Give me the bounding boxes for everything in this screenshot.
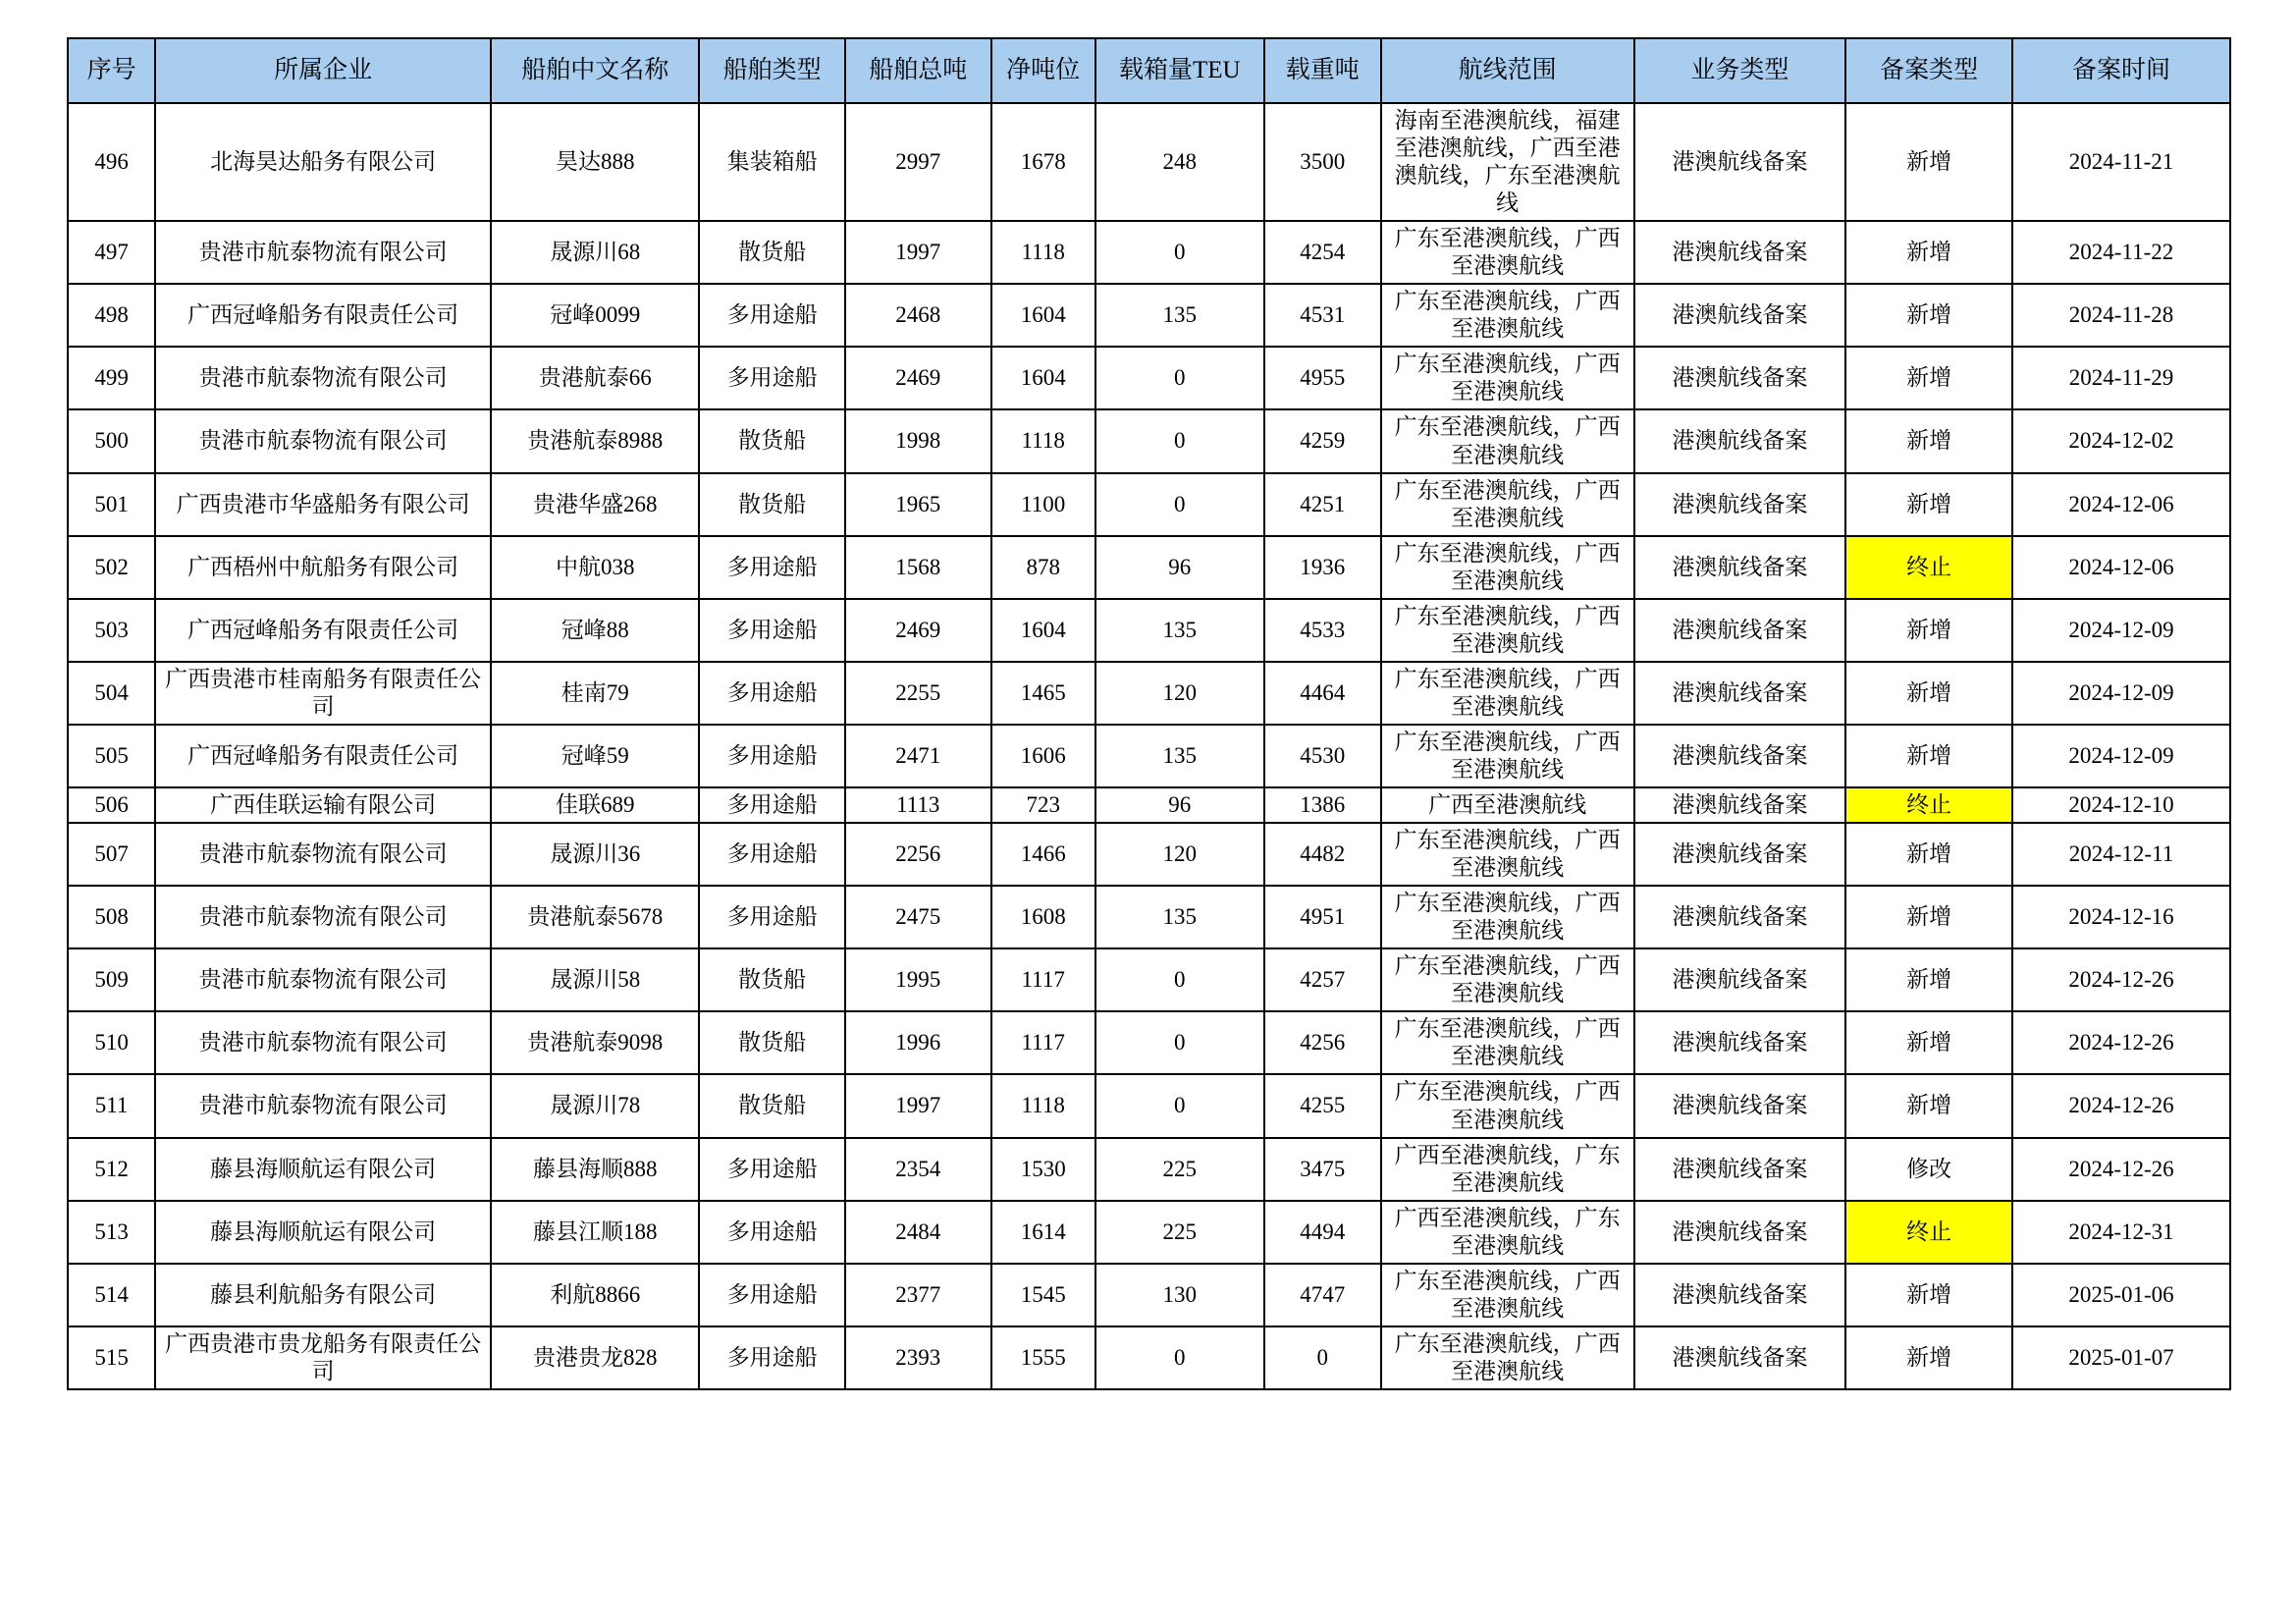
table-row [68, 221, 2230, 284]
cell-company: 广西冠峰船务有限责任公司 [155, 725, 491, 787]
cell-deadweight: 4464 [1264, 662, 1381, 725]
cell-ship-name: 贵港华盛268 [491, 473, 699, 536]
cell-gross-tonnage: 2469 [845, 347, 991, 409]
cell-ship-type: 散货船 [699, 473, 845, 536]
cell-company: 贵港市航泰物流有限公司 [155, 409, 491, 472]
cell-index: 506 [68, 787, 155, 823]
cell-record-date: 2024-12-26 [2012, 1011, 2230, 1074]
column-header-index: 序号 [68, 38, 155, 103]
cell-record-type: 新增 [1845, 1011, 2012, 1074]
cell-index: 514 [68, 1264, 155, 1326]
cell-net-tonnage: 1118 [991, 409, 1095, 472]
column-header-record-type: 备案类型 [1845, 38, 2012, 103]
cell-teu: 130 [1095, 1264, 1264, 1326]
cell-record-date: 2024-12-06 [2012, 473, 2230, 536]
cell-record-date: 2025-01-07 [2012, 1326, 2230, 1389]
cell-business-type: 港澳航线备案 [1634, 347, 1846, 409]
cell-gross-tonnage: 2469 [845, 599, 991, 662]
cell-teu: 0 [1095, 473, 1264, 536]
cell-deadweight: 3500 [1264, 103, 1381, 221]
cell-business-type: 港澳航线备案 [1634, 409, 1846, 472]
cell-route: 广东至港澳航线，广西至港澳航线 [1381, 948, 1634, 1011]
cell-record-type: 新增 [1845, 103, 2012, 221]
cell-record-type: 修改 [1845, 1138, 2012, 1201]
cell-record-date: 2024-12-26 [2012, 1138, 2230, 1201]
cell-business-type: 港澳航线备案 [1634, 725, 1846, 787]
cell-route: 广东至港澳航线，广西至港澳航线 [1381, 284, 1634, 347]
cell-company: 广西冠峰船务有限责任公司 [155, 284, 491, 347]
cell-ship-type: 散货船 [699, 221, 845, 284]
table-row [68, 1264, 2230, 1326]
cell-ship-type: 散货船 [699, 1011, 845, 1074]
cell-gross-tonnage: 2393 [845, 1326, 991, 1389]
cell-ship-name: 晟源川68 [491, 221, 699, 284]
cell-ship-name: 冠峰0099 [491, 284, 699, 347]
cell-ship-type: 多用途船 [699, 1201, 845, 1264]
cell-index: 512 [68, 1138, 155, 1201]
column-header-teu: 载箱量TEU [1095, 38, 1264, 103]
cell-index: 497 [68, 221, 155, 284]
cell-record-type: 终止 [1845, 1201, 2012, 1264]
cell-index: 511 [68, 1074, 155, 1137]
cell-teu: 0 [1095, 1074, 1264, 1137]
cell-index: 505 [68, 725, 155, 787]
cell-ship-name: 晟源川58 [491, 948, 699, 1011]
cell-deadweight: 1386 [1264, 787, 1381, 823]
cell-teu: 0 [1095, 409, 1264, 472]
cell-deadweight: 0 [1264, 1326, 1381, 1389]
cell-record-date: 2024-12-09 [2012, 599, 2230, 662]
cell-ship-type: 多用途船 [699, 284, 845, 347]
cell-route: 广东至港澳航线，广西至港澳航线 [1381, 347, 1634, 409]
cell-ship-name: 佳联689 [491, 787, 699, 823]
cell-ship-type: 多用途船 [699, 725, 845, 787]
cell-net-tonnage: 1466 [991, 823, 1095, 886]
cell-deadweight: 4533 [1264, 599, 1381, 662]
cell-gross-tonnage: 2475 [845, 886, 991, 948]
cell-index: 499 [68, 347, 155, 409]
cell-ship-name: 昊达888 [491, 103, 699, 221]
cell-gross-tonnage: 2484 [845, 1201, 991, 1264]
cell-net-tonnage: 1118 [991, 1074, 1095, 1137]
table-row [68, 886, 2230, 948]
table-row [68, 787, 2230, 823]
cell-record-type: 新增 [1845, 1264, 2012, 1326]
cell-route: 海南至港澳航线，福建至港澳航线，广西至港澳航线，广东至港澳航线 [1381, 103, 1634, 221]
cell-net-tonnage: 1614 [991, 1201, 1095, 1264]
column-header-deadweight: 载重吨 [1264, 38, 1381, 103]
cell-record-date: 2024-12-26 [2012, 1074, 2230, 1137]
cell-record-type: 新增 [1845, 725, 2012, 787]
cell-record-date: 2024-11-21 [2012, 103, 2230, 221]
cell-company: 北海昊达船务有限公司 [155, 103, 491, 221]
cell-company: 广西冠峰船务有限责任公司 [155, 599, 491, 662]
cell-company: 藤县海顺航运有限公司 [155, 1138, 491, 1201]
cell-record-type: 终止 [1845, 536, 2012, 599]
cell-ship-name: 藤县江顺188 [491, 1201, 699, 1264]
cell-business-type: 港澳航线备案 [1634, 599, 1846, 662]
cell-business-type: 港澳航线备案 [1634, 886, 1846, 948]
cell-gross-tonnage: 1996 [845, 1011, 991, 1074]
cell-ship-type: 多用途船 [699, 1264, 845, 1326]
cell-record-type: 新增 [1845, 1326, 2012, 1389]
cell-index: 510 [68, 1011, 155, 1074]
cell-company: 广西贵港市桂南船务有限责任公司 [155, 662, 491, 725]
cell-deadweight: 4951 [1264, 886, 1381, 948]
column-header-record-date: 备案时间 [2012, 38, 2230, 103]
column-header-ship-name: 船舶中文名称 [491, 38, 699, 103]
cell-gross-tonnage: 1998 [845, 409, 991, 472]
cell-ship-name: 利航8866 [491, 1264, 699, 1326]
cell-teu: 0 [1095, 948, 1264, 1011]
cell-gross-tonnage: 2471 [845, 725, 991, 787]
cell-teu: 248 [1095, 103, 1264, 221]
cell-business-type: 港澳航线备案 [1634, 1074, 1846, 1137]
cell-gross-tonnage: 1997 [845, 221, 991, 284]
cell-teu: 225 [1095, 1201, 1264, 1264]
cell-business-type: 港澳航线备案 [1634, 948, 1846, 1011]
cell-net-tonnage: 878 [991, 536, 1095, 599]
cell-record-type: 新增 [1845, 886, 2012, 948]
cell-net-tonnage: 1530 [991, 1138, 1095, 1201]
cell-deadweight: 3475 [1264, 1138, 1381, 1201]
cell-record-date: 2024-12-16 [2012, 886, 2230, 948]
cell-ship-name: 冠峰88 [491, 599, 699, 662]
table-row [68, 1201, 2230, 1264]
cell-deadweight: 4257 [1264, 948, 1381, 1011]
cell-net-tonnage: 1117 [991, 948, 1095, 1011]
cell-teu: 0 [1095, 1011, 1264, 1074]
cell-deadweight: 4259 [1264, 409, 1381, 472]
cell-gross-tonnage: 2468 [845, 284, 991, 347]
cell-gross-tonnage: 2256 [845, 823, 991, 886]
cell-ship-name: 贵港航泰5678 [491, 886, 699, 948]
cell-ship-name: 冠峰59 [491, 725, 699, 787]
cell-ship-type: 多用途船 [699, 823, 845, 886]
cell-ship-type: 多用途船 [699, 536, 845, 599]
cell-company: 广西贵港市华盛船务有限公司 [155, 473, 491, 536]
cell-index: 507 [68, 823, 155, 886]
cell-record-date: 2024-12-02 [2012, 409, 2230, 472]
cell-business-type: 港澳航线备案 [1634, 103, 1846, 221]
table-row [68, 284, 2230, 347]
table-row [68, 1011, 2230, 1074]
table-row [68, 823, 2230, 886]
cell-teu: 120 [1095, 662, 1264, 725]
cell-record-date: 2024-12-09 [2012, 725, 2230, 787]
table-header-row [68, 38, 2230, 103]
cell-ship-name: 贵港航泰9098 [491, 1011, 699, 1074]
table-row [68, 599, 2230, 662]
cell-deadweight: 4747 [1264, 1264, 1381, 1326]
cell-teu: 0 [1095, 347, 1264, 409]
cell-deadweight: 1936 [1264, 536, 1381, 599]
cell-deadweight: 4494 [1264, 1201, 1381, 1264]
cell-route: 广东至港澳航线，广西至港澳航线 [1381, 1074, 1634, 1137]
cell-teu: 96 [1095, 787, 1264, 823]
cell-gross-tonnage: 1568 [845, 536, 991, 599]
cell-route: 广东至港澳航线，广西至港澳航线 [1381, 473, 1634, 536]
cell-teu: 135 [1095, 886, 1264, 948]
cell-teu: 120 [1095, 823, 1264, 886]
cell-company: 贵港市航泰物流有限公司 [155, 347, 491, 409]
table-row [68, 536, 2230, 599]
cell-record-type: 新增 [1845, 599, 2012, 662]
cell-route: 广东至港澳航线，广西至港澳航线 [1381, 823, 1634, 886]
cell-gross-tonnage: 2255 [845, 662, 991, 725]
table-row [68, 103, 2230, 221]
cell-ship-type: 散货船 [699, 948, 845, 1011]
cell-ship-name: 桂南79 [491, 662, 699, 725]
cell-route: 广东至港澳航线，广西至港澳航线 [1381, 1011, 1634, 1074]
cell-company: 贵港市航泰物流有限公司 [155, 886, 491, 948]
cell-net-tonnage: 1604 [991, 599, 1095, 662]
cell-ship-name: 晟源川78 [491, 1074, 699, 1137]
cell-ship-type: 散货船 [699, 1074, 845, 1137]
cell-index: 504 [68, 662, 155, 725]
cell-route: 广东至港澳航线，广西至港澳航线 [1381, 599, 1634, 662]
column-header-business-type: 业务类型 [1634, 38, 1846, 103]
cell-deadweight: 4256 [1264, 1011, 1381, 1074]
cell-gross-tonnage: 1997 [845, 1074, 991, 1137]
cell-route: 广东至港澳航线，广西至港澳航线 [1381, 662, 1634, 725]
cell-business-type: 港澳航线备案 [1634, 1264, 1846, 1326]
cell-company: 贵港市航泰物流有限公司 [155, 1074, 491, 1137]
cell-business-type: 港澳航线备案 [1634, 473, 1846, 536]
cell-gross-tonnage: 2377 [845, 1264, 991, 1326]
column-header-net-tonnage: 净吨位 [991, 38, 1095, 103]
cell-net-tonnage: 1608 [991, 886, 1095, 948]
cell-route: 广西至港澳航线，广东至港澳航线 [1381, 1138, 1634, 1201]
cell-net-tonnage: 1604 [991, 284, 1095, 347]
cell-business-type: 港澳航线备案 [1634, 284, 1846, 347]
table-row [68, 948, 2230, 1011]
cell-business-type: 港澳航线备案 [1634, 823, 1846, 886]
cell-net-tonnage: 1604 [991, 347, 1095, 409]
cell-gross-tonnage: 1995 [845, 948, 991, 1011]
cell-business-type: 港澳航线备案 [1634, 1201, 1846, 1264]
cell-record-type: 新增 [1845, 1074, 2012, 1137]
table-row [68, 662, 2230, 725]
cell-ship-type: 多用途船 [699, 662, 845, 725]
cell-net-tonnage: 1555 [991, 1326, 1095, 1389]
cell-ship-type: 多用途船 [699, 1326, 845, 1389]
cell-index: 496 [68, 103, 155, 221]
cell-record-type: 新增 [1845, 221, 2012, 284]
cell-business-type: 港澳航线备案 [1634, 1326, 1846, 1389]
cell-record-type: 新增 [1845, 347, 2012, 409]
table-row [68, 1074, 2230, 1137]
cell-ship-type: 散货船 [699, 409, 845, 472]
cell-route: 广东至港澳航线，广西至港澳航线 [1381, 725, 1634, 787]
cell-route: 广东至港澳航线，广西至港澳航线 [1381, 1264, 1634, 1326]
cell-net-tonnage: 723 [991, 787, 1095, 823]
table-row [68, 1326, 2230, 1389]
cell-record-date: 2024-12-31 [2012, 1201, 2230, 1264]
cell-ship-name: 贵港贵龙828 [491, 1326, 699, 1389]
column-header-ship-type: 船舶类型 [699, 38, 845, 103]
cell-ship-type: 多用途船 [699, 787, 845, 823]
cell-record-type: 终止 [1845, 787, 2012, 823]
cell-route: 广东至港澳航线，广西至港澳航线 [1381, 536, 1634, 599]
cell-business-type: 港澳航线备案 [1634, 787, 1846, 823]
cell-record-type: 新增 [1845, 823, 2012, 886]
cell-route: 广东至港澳航线，广西至港澳航线 [1381, 221, 1634, 284]
cell-index: 501 [68, 473, 155, 536]
table-row [68, 725, 2230, 787]
cell-record-date: 2024-12-10 [2012, 787, 2230, 823]
cell-record-type: 新增 [1845, 948, 2012, 1011]
ship-record-table [67, 37, 2231, 1390]
cell-company: 贵港市航泰物流有限公司 [155, 823, 491, 886]
table-body [68, 103, 2230, 1389]
cell-index: 498 [68, 284, 155, 347]
cell-deadweight: 4254 [1264, 221, 1381, 284]
cell-ship-type: 多用途船 [699, 1138, 845, 1201]
cell-company: 藤县利航船务有限公司 [155, 1264, 491, 1326]
cell-index: 500 [68, 409, 155, 472]
column-header-company: 所属企业 [155, 38, 491, 103]
cell-company: 贵港市航泰物流有限公司 [155, 221, 491, 284]
cell-business-type: 港澳航线备案 [1634, 662, 1846, 725]
cell-net-tonnage: 1118 [991, 221, 1095, 284]
cell-deadweight: 4482 [1264, 823, 1381, 886]
cell-gross-tonnage: 2997 [845, 103, 991, 221]
cell-route: 广东至港澳航线，广西至港澳航线 [1381, 886, 1634, 948]
cell-ship-type: 多用途船 [699, 886, 845, 948]
cell-gross-tonnage: 1965 [845, 473, 991, 536]
table-row [68, 347, 2230, 409]
table-row [68, 409, 2230, 472]
cell-index: 515 [68, 1326, 155, 1389]
cell-record-type: 新增 [1845, 473, 2012, 536]
cell-net-tonnage: 1545 [991, 1264, 1095, 1326]
cell-record-type: 新增 [1845, 662, 2012, 725]
cell-ship-name: 晟源川36 [491, 823, 699, 886]
ship-record-sheet [67, 37, 2231, 1390]
cell-teu: 225 [1095, 1138, 1264, 1201]
cell-record-date: 2024-11-22 [2012, 221, 2230, 284]
cell-company: 广西贵港市贵龙船务有限责任公司 [155, 1326, 491, 1389]
cell-route: 广东至港澳航线，广西至港澳航线 [1381, 1326, 1634, 1389]
cell-business-type: 港澳航线备案 [1634, 221, 1846, 284]
cell-ship-name: 中航038 [491, 536, 699, 599]
cell-gross-tonnage: 2354 [845, 1138, 991, 1201]
column-header-route: 航线范围 [1381, 38, 1634, 103]
cell-teu: 0 [1095, 1326, 1264, 1389]
cell-index: 509 [68, 948, 155, 1011]
column-header-gross-tonnage: 船舶总吨 [845, 38, 991, 103]
cell-net-tonnage: 1606 [991, 725, 1095, 787]
cell-teu: 135 [1095, 284, 1264, 347]
cell-company: 广西佳联运输有限公司 [155, 787, 491, 823]
cell-net-tonnage: 1465 [991, 662, 1095, 725]
cell-teu: 135 [1095, 599, 1264, 662]
cell-index: 508 [68, 886, 155, 948]
cell-index: 503 [68, 599, 155, 662]
cell-record-type: 新增 [1845, 409, 2012, 472]
cell-teu: 0 [1095, 221, 1264, 284]
cell-index: 502 [68, 536, 155, 599]
cell-record-type: 新增 [1845, 284, 2012, 347]
cell-company: 藤县海顺航运有限公司 [155, 1201, 491, 1264]
cell-company: 广西梧州中航船务有限公司 [155, 536, 491, 599]
cell-net-tonnage: 1100 [991, 473, 1095, 536]
cell-record-date: 2024-12-06 [2012, 536, 2230, 599]
cell-index: 513 [68, 1201, 155, 1264]
table-row [68, 473, 2230, 536]
cell-record-date: 2024-11-28 [2012, 284, 2230, 347]
cell-business-type: 港澳航线备案 [1634, 1011, 1846, 1074]
cell-record-date: 2024-12-26 [2012, 948, 2230, 1011]
cell-route: 广西至港澳航线 [1381, 787, 1634, 823]
cell-record-date: 2024-12-09 [2012, 662, 2230, 725]
cell-record-date: 2024-12-11 [2012, 823, 2230, 886]
cell-company: 贵港市航泰物流有限公司 [155, 1011, 491, 1074]
cell-gross-tonnage: 1113 [845, 787, 991, 823]
cell-ship-name: 藤县海顺888 [491, 1138, 699, 1201]
cell-route: 广西至港澳航线，广东至港澳航线 [1381, 1201, 1634, 1264]
cell-ship-type: 多用途船 [699, 599, 845, 662]
cell-business-type: 港澳航线备案 [1634, 536, 1846, 599]
cell-business-type: 港澳航线备案 [1634, 1138, 1846, 1201]
cell-ship-type: 集装箱船 [699, 103, 845, 221]
cell-company: 贵港市航泰物流有限公司 [155, 948, 491, 1011]
table-row [68, 1138, 2230, 1201]
cell-teu: 96 [1095, 536, 1264, 599]
cell-route: 广东至港澳航线，广西至港澳航线 [1381, 409, 1634, 472]
cell-deadweight: 4955 [1264, 347, 1381, 409]
cell-record-date: 2024-11-29 [2012, 347, 2230, 409]
cell-teu: 135 [1095, 725, 1264, 787]
cell-record-date: 2025-01-06 [2012, 1264, 2230, 1326]
cell-ship-name: 贵港航泰8988 [491, 409, 699, 472]
cell-net-tonnage: 1117 [991, 1011, 1095, 1074]
cell-deadweight: 4530 [1264, 725, 1381, 787]
cell-ship-type: 多用途船 [699, 347, 845, 409]
cell-deadweight: 4255 [1264, 1074, 1381, 1137]
cell-net-tonnage: 1678 [991, 103, 1095, 221]
cell-ship-name: 贵港航泰66 [491, 347, 699, 409]
cell-deadweight: 4251 [1264, 473, 1381, 536]
cell-deadweight: 4531 [1264, 284, 1381, 347]
